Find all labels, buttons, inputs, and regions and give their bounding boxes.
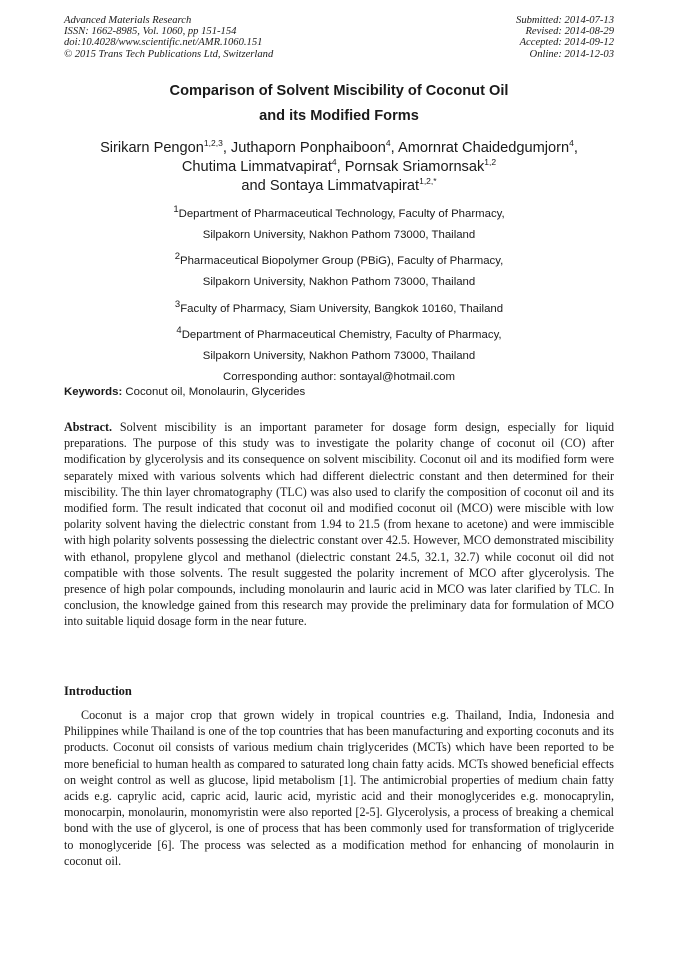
online-date: Online: 2014-12-03 — [529, 48, 614, 60]
author-name: Amornrat Chaidedgumjorn — [397, 140, 570, 156]
journal-name: Advanced Materials Research — [64, 15, 192, 26]
affiliation-line — [0, 246, 678, 272]
doi-line[interactable]: doi:10.4028/www.scientific.net/AMR.1060.151 — [64, 37, 263, 49]
affiliation-sup: 2 — [174, 251, 180, 263]
corresponding-author[interactable]: Corresponding author: sontayal@hotmail.com — [223, 371, 455, 384]
author-line-2: Chutima Limmatvapirat$^4$, Pornsak Sriamornsak$^{1,2}$ — [181, 157, 497, 175]
author-affil-sup: 4 — [569, 138, 574, 149]
affiliation-sup: 4 — [176, 324, 182, 336]
abstract-text: Solvent miscibility is an important parameter for dosage form design, especially for liquid preparations. The purpose of this study was to investigate the polarity change of coconut oil (CO) after modification by glycerolysis and its consequence on solvent miscibility. Coconut oil and its modified form were separately mixed with various solvents which had different dielectric constant and then determined for their miscibility. The thin layer chromatography (TLC) was also used to clarify the composition of coconut oil and its modified form. The result indicated that coconut oil and modified coconut oil (MCO) were miscible with low polarity solvent having the dielectric constant from 1.94 to 21.5 (from hexane to acetone) and were immiscible with high polarity solvents possessing the dielectric constant over 42.5. However, MCO demonstrated miscibility with ethanol, propylene glycol and methanol (dielectric constant 24.5, 32.1, 32.7) while coconut oil did not compatible with those solvents. The result suggested the polarity increment of MCO after glycerolysis. The presence of high polar compounds, including monolaurin and lauric acid in MCO was later clarified by TLC. In conclusion, the knowledge gained from this research may provide the preliminary data for formulation of MCO into suitable liquid dosage form in the near future. — [64, 420, 614, 629]
affiliation-line — [0, 294, 678, 320]
author-line-3 — [0, 177, 678, 196]
author-affil-sup: 1,2 — [484, 157, 497, 168]
author-line-1: Sirikarn Pengon$^{1,2,3}$, Juthaporn Ponphaiboon$^4$, Amornrat Chaidedgumjorn$^4$, — [100, 138, 578, 156]
title-line-1: Comparison of Solvent Miscibility of Coconut Oil — [169, 83, 509, 99]
author-affil-sup: 1,2,3 — [203, 138, 223, 149]
author-conjunction: and — [241, 178, 266, 194]
author-list — [0, 139, 678, 196]
affiliation-text: Faculty of Pharmacy, Siam University, Bangkok 10160, Thailand — [180, 302, 504, 315]
affiliation-sup: 1 — [173, 204, 179, 215]
section-heading-introduction: Introduction — [64, 684, 132, 698]
affiliation-line — [0, 199, 678, 225]
issn-line: ISSN: 1662-8985, Vol. 1060, pp 151-154 — [64, 26, 237, 38]
affiliation-line: Silpakorn University, Nakhon Pathom 73000, Thailand — [202, 229, 476, 242]
author-name: Sontaya Limmatvapirat — [269, 178, 420, 194]
author-affil-sup: 4 — [385, 138, 391, 149]
affiliation-sup: 3 — [174, 298, 181, 310]
affiliation-text: Department of Pharmaceutical Technology, Faculty of Pharmacy, — [178, 207, 505, 220]
author-name: Chutima Limmatvapirat — [181, 159, 332, 175]
submitted-date: Submitted: 2014-07-13 — [516, 15, 614, 26]
journal-info — [64, 15, 273, 60]
title-line-2: and its Modified Forms — [259, 108, 419, 124]
affiliation-text: Department of Pharmaceutical Chemistry, Faculty of Pharmacy, — [181, 328, 502, 341]
keywords-text: Coconut oil, Monolaurin, Glycerides — [125, 386, 306, 398]
affiliation-line: Silpakorn University, Nakhon Pathom 73000, Thailand — [202, 349, 476, 362]
copyright-line: © 2015 Trans Tech Publications Ltd, Switzerland — [64, 48, 274, 60]
author-name: Juthaporn Ponphaiboon — [230, 140, 386, 156]
keywords-label: Keywords: — [64, 386, 123, 398]
publication-dates — [516, 15, 614, 60]
abstract-label: Abstract. — [64, 420, 113, 434]
introduction-paragraph: Coconut is a major crop that grown widely in tropical countries e.g. Thailand, India, Indonesia and Philippines while Thailand is one of the top countries that has been manufacturing and exporting coconuts and its products. Coconut oil consists of various medium chain triglycerides (MCTs) which have been reported to be more beneficial to human health as compared to saturated long chain fatty acids. MCTs showed beneficial effects on weight control as well as glucose, lipid metabolism [1]. The antimicrobial properties of medium chain fatty acids e.g. caprylic acid, capric acid, lauric acid, myristic acid and their monoglycerides e.g. monocaprylin, monocarpin, monolaurin, monomyristin were also reported [2-5]. Glycerolysis, a process of breaking a chemical bond with the use of glycerol, is one of process that has been commonly used for transformation of triglyceride to monoglyceride [6]. The process was selected as a modification method for enhancing of monolaurin in coconut oil. — [64, 708, 614, 868]
author-name: Pornsak Sriamornsak — [344, 159, 485, 175]
affiliation-line: Silpakorn University, Nakhon Pathom 73000, Thailand — [202, 276, 476, 289]
author-name: Sirikarn Pengon — [100, 140, 204, 156]
author-affil-sup: 1,2,* — [419, 176, 437, 187]
accepted-date: Accepted: 2014-09-12 — [519, 37, 614, 49]
revised-date: Revised: 2014-08-29 — [525, 26, 614, 38]
author-affil-sup: 4 — [331, 157, 337, 168]
keywords — [64, 386, 305, 398]
abstract — [64, 419, 614, 630]
affiliations — [0, 199, 678, 389]
paper-title — [0, 79, 678, 129]
affiliation-text: Pharmaceutical Biopolymer Group (PBiG), Faculty of Pharmacy, — [180, 255, 504, 268]
affiliation-line — [0, 320, 678, 346]
